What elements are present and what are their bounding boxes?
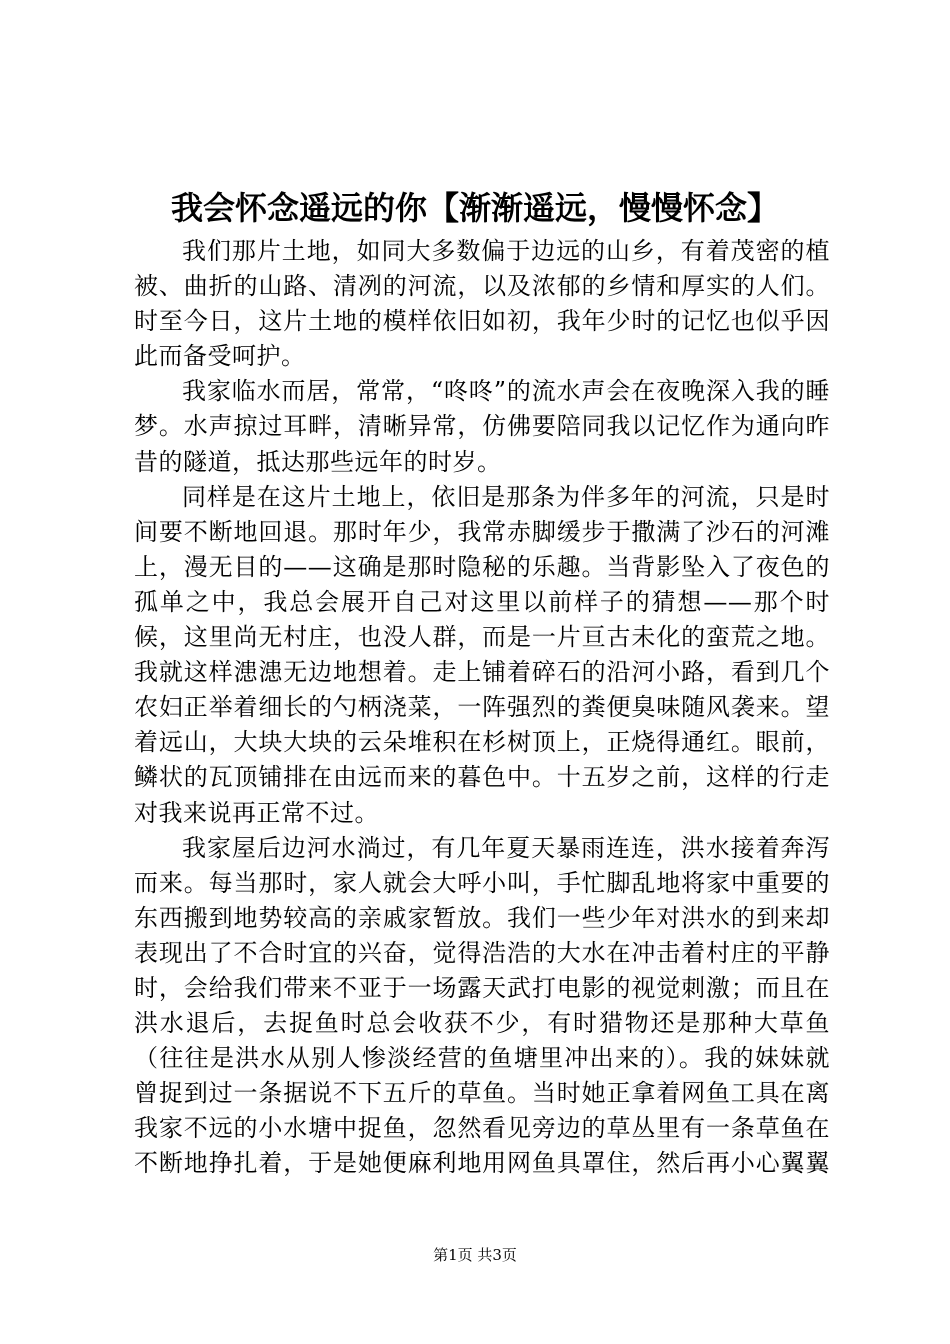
document-title: 我会怀念遥远的你【渐渐遥远，慢慢怀念】 bbox=[170, 189, 779, 227]
page-number-footer: 第1页 共3页 bbox=[433, 1246, 517, 1264]
paragraph-3: 同样是在这片土地上，依旧是那条为伴多年的河流，只是时间要不断地回退。那时年少，我常赤脚缓步于撒满了沙石的河滩上，漫无目的——这确是那时隐秘的乐趣。当背影坠入了夜色的孤单之中，我总会展开自己对这里以前样子的猜想——那个时候，这里尚无村庄，也没人群，而是一片亘古未化的蛮荒之地。我就这样漶漶无边地想着。走上铺着碎石的沿河小路，看到几个农妇正举着细长的勺柄浇菜，一阵强烈的粪便臭味随风袭来。望着远山，大块大块的云朵堆积在杉树顶上，正烧得通红。眼前，鳞状的瓦顶铺排在由远而来的暮色中。十五岁之前，这样的行走对我来说再正常不过。 bbox=[134, 482, 830, 827]
paragraph-2: 我家临水而居，常常，“咚咚”的流水声会在夜晚深入我的睡梦。水声掠过耳畔，清晰异常，仿佛要陪同我以记忆作为通向昨昔的隧道，抵达那些远年的时岁。 bbox=[134, 377, 830, 476]
paragraph-1: 我们那片土地，如同大多数偏于边远的山乡，有着茂密的植被、曲折的山路、清冽的河流，以及浓郁的乡情和厚实的人们。时至今日，这片土地的模样依旧如初，我年少时的记忆也似乎因此而备受呵护。 bbox=[134, 237, 830, 371]
document-body bbox=[134, 234, 830, 1182]
paragraph-4: 我家屋后边河水淌过，有几年夏天暴雨连连，洪水接着奔泻而来。每当那时，家人就会大呼小叫，手忙脚乱地将家中重要的东西搬到地势较高的亲戚家暂放。我们一些少年对洪水的到来却表现出了不合时宜的兴奋，觉得浩浩的大水在冲击着村庄的平静时，会给我们带来不亚于一场露天武打电影的视觉刺激；而且在洪水退后，去捉鱼时总会收获不少，有时猎物还是那种大草鱼（往往是洪水从别人惨淡经营的鱼塘里冲出来的）。我的妹妹就曾捉到过一条据说不下五斤的草鱼。当时她正拿着网鱼工具在离我家不远的小水塘中捉鱼，忽然看见旁边的草丛里有一条草鱼在不断地挣扎着，于是她便麻利地用网鱼具罩住，然后再小心翼翼 bbox=[134, 833, 830, 1178]
